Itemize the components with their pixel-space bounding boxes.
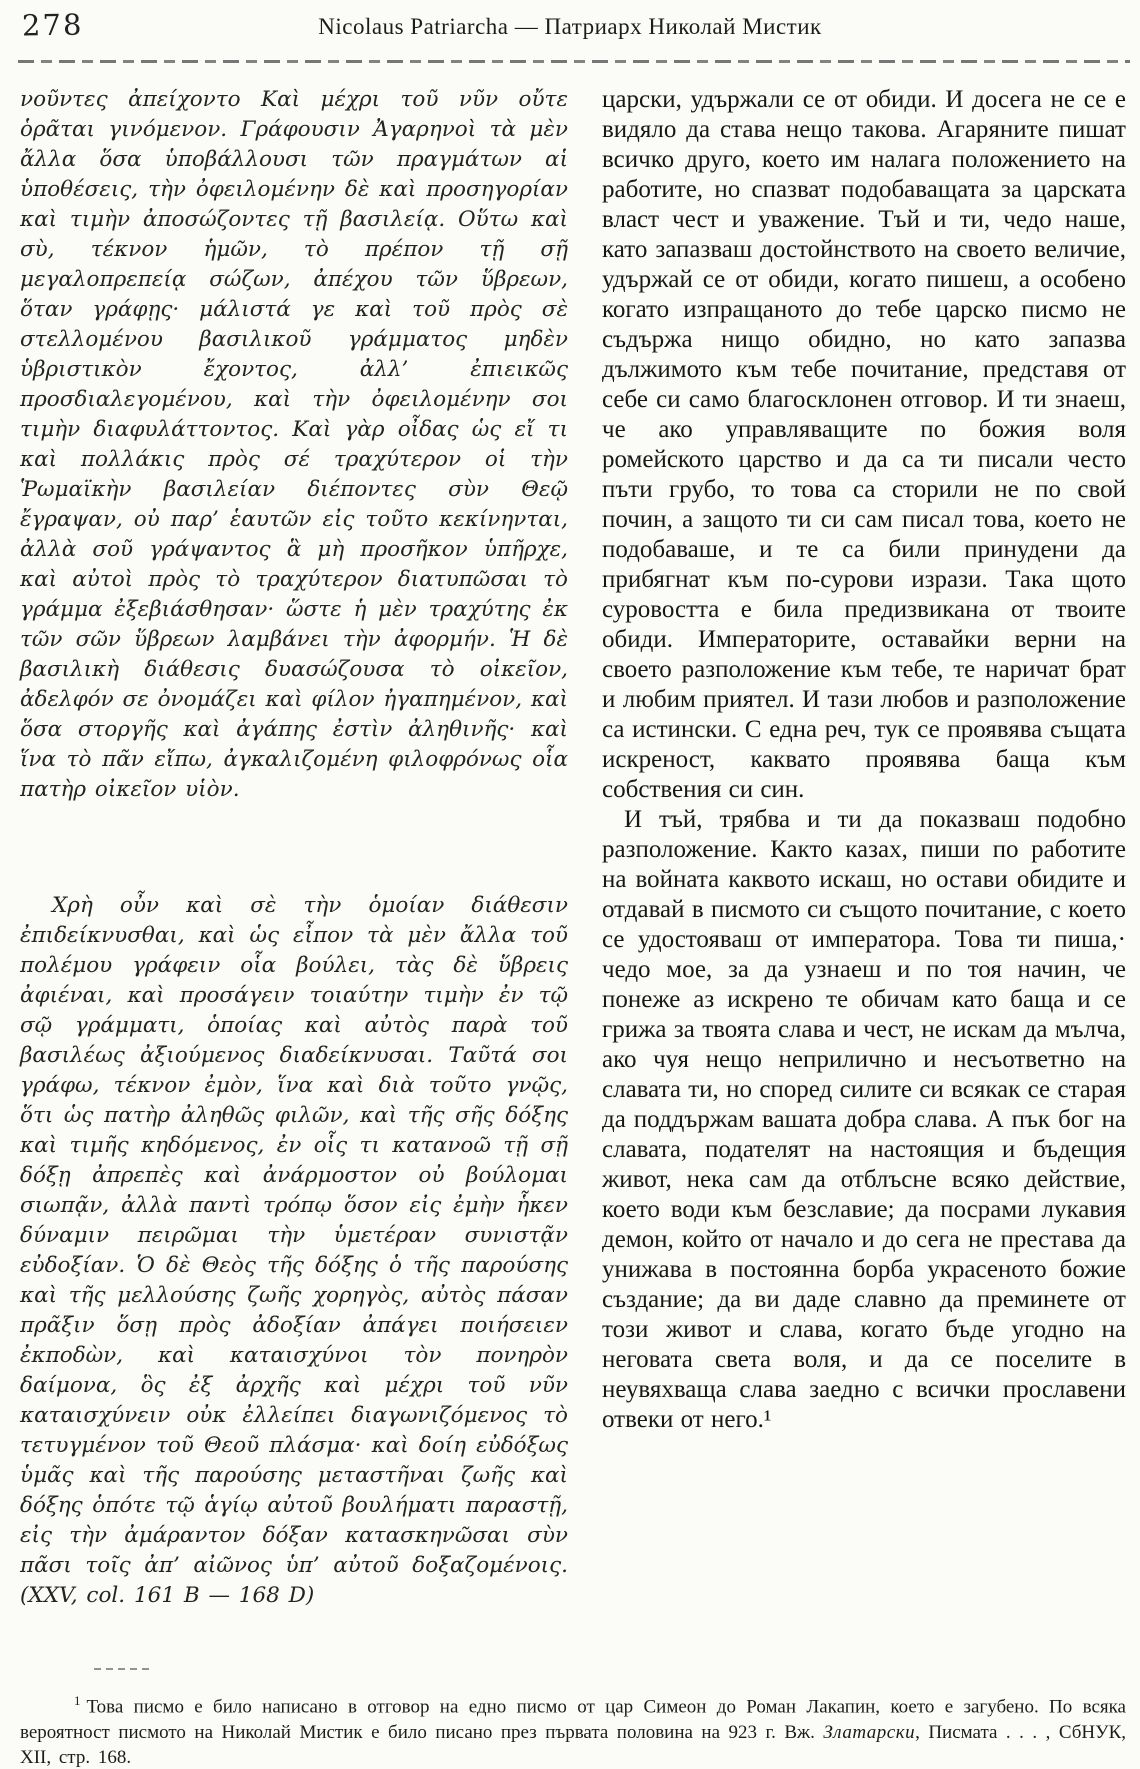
greek-paragraph-1: νοῦντες ἀπείχοντο Καὶ μέχρι τοῦ νῦν οὔτε ὁρᾶται γινόμενον. Γράφουσιν Ἀγαρηνοὶ τὰ μὲν ἄλλα ὅσα ὑποβάλλουσι τῶν πραγμάτων αἱ ὑποθέσεις, τὴν ὀφειλομένην δὲ καὶ προσηγορίαν καὶ τιμὴν ἀποσώζοντες τῇ βασιλείᾳ. Οὕτω καὶ σὺ, τέκνον ἡμῶν, τὸ πρέπον τῇ σῇ μεγαλοπρεπείᾳ σώζων, ἀπέχου τῶν ὕβρεων, ὅταν γράφῃς· μάλιστά γε καὶ τοῦ πρὸς σὲ στελλομένου βασιλικοῦ γράμματος μηδὲν ὑβριστικὸν ἔχοντος, ἀλλ’ ἐπιεικῶς προσδιαλεγομένου, καὶ τὴν ὀφειλομένην σοι τιμὴν διαφυλάττοντος. Καὶ γὰρ οἶδας ὡς εἴ τι καὶ πολλάκις πρὸς σέ τραχύτερον οἱ τὴν Ῥωμαϊκὴν βασιλείαν διέποντες σὺν Θεῷ ἔγραψαν, οὐ παρ’ ἑαυτῶν εἰς τοῦτο κεκίνηνται, ἀλλὰ σοῦ γράψαντος ἃ μὴ προσῆκον ὑπῆρχε, καὶ αὐτοὶ πρὸς τὸ τραχύτερον διατυπῶσαι τὸ γράμμα ἐξεβιάσθησαν· ὥστε ἡ μὲν τραχύτης ἐκ τῶν σῶν ὕβρεων λαμβάνει τὴν ἀφορμήν. Ἡ δὲ βασιλικὴ διάθεσις δυασώζουσα τὸ οἰκεῖον, ἀδελφόν σε ὀνομάζει καὶ φίλον ἠγαπημένον, καὶ ὅσα στοργῆς καὶ ἀγάπης ἐστὶν ἀληθινῆς· καὶ ἵνα τὸ πᾶν εἴπω, ἀγκαλιζομένη φιλοφρόνως οἷα πατὴρ οἰκεῖον υἱὸν. xyxy=(20,87,568,802)
footnote-text-after: , Писмата . . . , СбНУК, XII, стр. 168. xyxy=(20,1721,1126,1769)
header-rule xyxy=(18,60,1130,63)
greek-paragraph-2: Χρὴ οὖν καὶ σὲ τὴν ὁμοίαν διάθεσιν ἐπιδείκνυσθαι, καὶ ὡς εἶπον τὰ μὲν ἄλλα τοῦ πολέμου γράφειν οἷα βούλει, τὰς δὲ ὕβρεις ἀφιέναι, καὶ προσάγειν τοιαύτην τιμὴν ἐν τῷ σῷ γράμματι, ὁποίας καὶ αὐτὸς παρὰ τοῦ βασιλέως ἀξιούμενος διαδείκνυσαι. Ταῦτά σοι γράφω, τέκνον ἐμὸν, ἵνα καὶ διὰ τοῦτο γνῷς, ὅτι ὡς πατὴρ ἀληθῶς φιλῶν, καὶ τῆς σῆς δόξης καὶ τιμῆς κηδόμενος, ἐν οἷς τι κατανοῶ τῇ σῇ δόξῃ ἀπρεπὲς καὶ ἀνάρμοστον οὐ βούλομαι σιωπᾷν, ἀλλὰ παντὶ τρόπῳ ὅσον εἰς ἐμὴν ἧκεν δύναμιν πειρῶμαι τὴν ὑμετέραν συνιστᾷν εὐδοξίαν. Ὁ δὲ Θεὸς τῆς δόξης ὁ τῆς παρούσης καὶ τῆς μελλούσης ζωῆς χορηγὸς, αὐτὸς πάσαν πρᾶξιν ὅσῃ πρὸς ἀδοξίαν ἀπάγει ποιήσειεν ἐκποδὼν, καὶ καταισχύνοι τὸν πονηρὸν δαίμονα, ὃς ἐξ ἀρχῆς καὶ μέχρι τοῦ νῦν καταισχύνειν οὐκ ἐλλείπει διαγωνιζόμενος τὸ τετυγμένον τοῦ Θεοῦ πλάσμα· καὶ δοίη εὐδόξως ὑμᾶς καὶ τῆς παρούσης μεταστῆναι ζωῆς καὶ δόξης ὁπότε τῷ ἁγίῳ αὐτοῦ βουλήματι παραστῇ, εἰς τὴν ἀμάραντον δόξαν κατασκηνῶσαι σὺν πᾶσι τοῖς ἀπ’ αἰῶνος ὑπ’ αὐτοῦ δοξαζομένοις. (XXV, col. 161 B — 168 D) xyxy=(20,893,568,1608)
footnote-author-name: Златарски xyxy=(823,1721,916,1743)
footnote-separator xyxy=(94,1668,154,1670)
page-number: 278 xyxy=(21,7,84,43)
bulgarian-paragraph-2: И тъй, трябва и ти да показваш подобно разположение. Както казах, пиши по работите на войната каквото искаш, но остави обидите и отдавай в писмото си същото почитание, с което се удостояваш от императора. Това ти пиша,· чедо мое, за да узнаеш и по тоя начин, че понеже аз искрено те обичам като баща и се грижа за твоята слава и чест, не искам да мълча, ако чуя нещо неприлично и несъответно на славата ти, но според силите си всякак се старая да поддържам вашата добра слава. А пък бог на славата, подателят на настоящия и бъдещия живот, нека сам да отблъсне всяко действие, което води към безславие; да посрами лукавия демон, който от начало и до сега не престава да унижава в постоянна борба украсеното божие създание; да ви даде славно да преминете от този живот и слава, когато бъде угодно на неговата света воля, и да се поселите в неувяхваща слава заедно с всички прославени отвеки от него.¹ xyxy=(602,806,1126,1433)
footnote-text: Това писмо е било написано в отговор на едно писмо от цар Симеон до Роман Лакапин, което е загубено. По всяка вероятност писмото на Николай Мистик е било писано през първата половина на 923 г. Вж. xyxy=(20,1696,1126,1743)
bulgarian-paragraph-1: царски, удържали се от обиди. И досега не се е видяло да става нещо такова. Агаряните пишат всичко друго, което им налага положението на работите, но спазват подобаващата за царската власт чест и уважение. Тъй и ти, чедо наше, като запазваш достойнството на своето величие, удържай се от обиди, когато пишеш, а особено когато изпращаното до тебе царско писмо не съдържа нищо обидно, но като запазва дължимото към тебе почитание, представя от себе си само благосклонен отговор. И ти знаеш, че ако управляващите по божия воля ромейското царство и да са ти писали често пъти грубо, то това са сторили не по свой почин, а защото ти си сам писал това, което не подобаваше, и те са били принудени да прибягнат към по-сурови изрази. Така щото суровостта е била предизвикана от твоите обиди. Императорите, оставайки верни на своето разположение към тебе, те наричат брат и любим приятел. И тази любов и разположение са истински. С една реч, тук се проявява същата искреност, каквато проявява баща към собствения си син. xyxy=(602,86,1126,803)
footnote xyxy=(20,1688,1126,1769)
two-column-text xyxy=(20,85,1126,1611)
running-title: Nicolaus Patriarcha — Патриарх Николай Мистик xyxy=(318,14,822,39)
footnote-marker: 1 xyxy=(74,1693,81,1708)
bulgarian-column xyxy=(602,85,1126,1611)
greek-column xyxy=(20,85,568,1611)
